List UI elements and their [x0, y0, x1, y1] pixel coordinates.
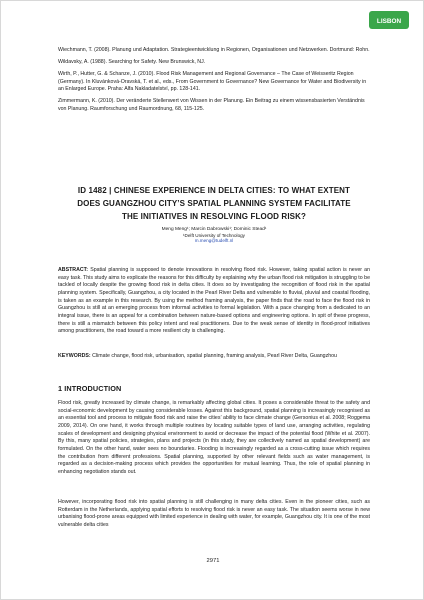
keywords-label: KEYWORDS: — [58, 353, 91, 359]
body-paragraph: However, incorporating flood risk into spatial planning is still challenging in many delta cities. Even in the pioneer cities, such as Rotterdam in the Netherlands, applying spatial efforts to resolving flood risk is never an easy task. The situation seems worse in new urbanising flood-prone areas equipped with limited experience in dealing with water, for example, Guangzhou city. It is one of the most vulnerable delta cities — [58, 499, 370, 528]
contact-email-link[interactable]: m.meng@tudelft.nl — [194, 238, 234, 244]
paper-header — [58, 184, 370, 244]
abstract-paragraph — [58, 267, 370, 336]
paper-title-line: ID 1482 | CHINESE EXPERIENCE IN DELTA CITIES: TO WHAT EXTENT — [77, 186, 351, 195]
conference-logo — [367, 9, 411, 31]
author-affiliation: ¹Delft University of Technology — [183, 232, 245, 238]
page-number: 2971 — [206, 558, 220, 564]
keywords-paragraph — [58, 353, 370, 361]
reference-entry: Wirth, P., Hutter, G. & Schanze, J. (2010). Flood Risk Management and Regional Governance – The Case of Weisseritz Region (Germany). In Kluvánková-Oravská, T. et al., eds., From Government to Governance? New Governance for Water and Biodiversity in an Enlarged Europe. Praha: Alfa Nakladatelství, pp. 128-141. — [58, 70, 367, 93]
svg-text:LISBON: LISBON — [376, 18, 402, 25]
reference-entry: Wiechmann, T. (2008). Planung und Adaptation. Strategieentwicklung in Regionen, Organisationen und Netzwerken. Dortmund: Rohn. — [58, 47, 370, 53]
reference-entry: Zimmermann, K. (2010). Der veränderte Stellenwert von Wissen in der Planung. Ein Beitrag zu einem wissensbasierten Verständnis von Planung. Raumforschung und Raumordnung, 68, 115-125. — [58, 98, 365, 112]
reference-list — [58, 47, 370, 118]
abstract-label: ABSTRACT: — [58, 267, 89, 273]
paper-title-line: THE INITIATIVES IN RESOLVING FLOOD RISK? — [121, 212, 307, 222]
reference-entry: Wildavsky, A. (1988). Searching for Safety. New Brunswick, NJ. — [58, 58, 206, 65]
abstract-text: Spatial planning is supposed to denote innovations in resolving flood risk. However, taking spatial action is never an easy task. This study aims to explicate the reasons for this difficulty by explaining why the urban flood risk mitigation is struggling to be tackled of locally despite the growing flood risk in delta cities. It does so by investigating the recognition of flood risk in the spatial planning system. Specifically, Guangzhou, a city located in the Pearl River Delta and vulnerable to fluvial, pluvial and coastal flooding, is taken as an example in this research. By using the method framing analysis, the paper finds that the road to face the flood risk in Guangzhou is still at an emerging process from informal activities to formal legislation. With a pace changing from a dedicated to an integral issue, there is an appeal for a combination between nature-based options and engineering options. In spit of these progress, there is still a mismatch between this policy intent and real practitioners. Due to the weak sense of identity in flood-proof initiatives among practitioners, the road toward a more resilient city is challenging. — [58, 267, 370, 335]
section-heading: 1 INTRODUCTION — [58, 384, 122, 393]
body-paragraph: Flood risk, greatly increased by climate change, is remarkably affecting global cities. It poses a considerable threat to the safety and social-economic development by causing considerable losses. Against this background, spatial planning is increasingly recognised as an essential tool and process to mitigate flood risk and raise the cities’ ability to face climate change (Gersonius et al. 2008; Roggema 2009, 2014). On one hand, it works through multiple routines by locating suitable types of land use, arranging activities, regulating scales of development and designing physical environment to avoid or decrease the impact of the potential flood (White et al. 2007). By this, many spatial policies, strategies, plans and projects (in this study, they are collectively named as spatial development) are formulated. On the other hand, water sees no boundaries. Flooding is increasingly regarded as a cross-cutting issue which requires the contribution from different professions. Spatial planning, supported by other relevant fields such as water management, is regarded as a decision-making process which provides the opportunities for mutual learning. Thus, the role of spatial planning in enhancing negotiation stands out. — [58, 400, 370, 475]
paper-title-line: DOES GUANGZHOU CITY’S SPATIAL PLANNING SYSTEM FACILITATE — [77, 199, 351, 209]
paper-title — [58, 184, 370, 224]
author-list: Meng Meng¹; Marcin Dabrowski¹; Dominic Stead¹ — [161, 226, 267, 232]
keywords-text: Climate change, flood risk, urbanisation, spatial planning, framing analysis, Pearl River Delta, Guangzhou — [90, 353, 337, 359]
logo-badge-icon — [369, 11, 409, 29]
